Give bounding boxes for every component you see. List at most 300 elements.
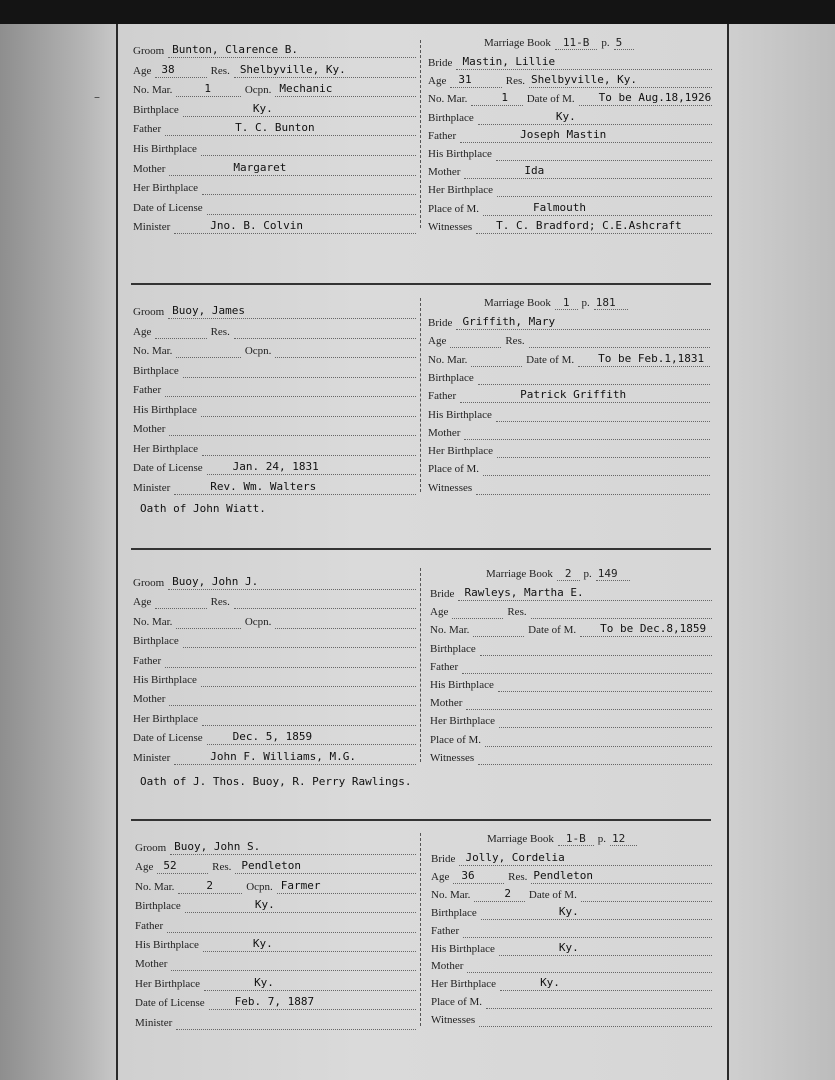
fill-line	[235, 861, 416, 874]
groom-field-row	[133, 749, 416, 765]
fill-line	[176, 345, 240, 358]
groom-name: Buoy, James	[172, 304, 246, 317]
fill-line	[201, 143, 416, 156]
bride-field-row	[431, 993, 712, 1009]
fill-line	[460, 390, 710, 403]
bride-field-row	[428, 460, 710, 476]
marriage-book-reference	[484, 296, 628, 310]
field-value: Pendleton	[533, 868, 593, 882]
groom-field-row	[133, 342, 416, 358]
field-label: Father	[133, 384, 162, 396]
fill-line	[497, 184, 712, 197]
fill-line	[531, 606, 712, 619]
fill-line	[481, 904, 712, 920]
fill-line	[456, 57, 712, 70]
bride-field-row	[431, 1011, 712, 1027]
fill-line	[169, 693, 416, 706]
fill-line	[483, 200, 712, 216]
fill-line	[165, 655, 416, 668]
page-value: 181	[594, 296, 628, 310]
field-label: Mother	[431, 960, 464, 973]
field-value: Farmer	[280, 878, 321, 892]
fill-line	[203, 939, 416, 952]
field-label: Witnesses	[430, 751, 475, 764]
field-label: No. Mar.	[431, 888, 471, 901]
film-top-border	[0, 0, 835, 24]
bride-field-row	[430, 585, 712, 601]
bride-field-row	[430, 749, 712, 765]
field-label: Groom	[135, 842, 167, 854]
fill-line	[581, 889, 712, 902]
fill-line	[207, 462, 416, 475]
fill-line	[183, 101, 416, 117]
marriage-book-label: Marriage Book	[486, 568, 553, 580]
fill-line	[277, 878, 416, 894]
field-label: Bride	[428, 57, 453, 69]
field-label: Mother	[133, 693, 166, 706]
field-label: Mother	[430, 697, 463, 710]
field-value: Ky.	[252, 101, 273, 115]
field-label: Her Birthplace	[428, 184, 494, 197]
bride-field-row	[431, 957, 712, 973]
fill-line	[171, 958, 416, 971]
fill-line	[497, 445, 710, 458]
field-label: His Birthplace	[133, 403, 197, 416]
field-label: Birthplace	[133, 103, 179, 116]
field-value: 36	[461, 868, 475, 882]
column-divider	[420, 40, 421, 228]
fill-line	[176, 616, 240, 629]
groom-field-row	[133, 218, 416, 234]
field-label: Res.	[508, 870, 528, 883]
left-page-rule	[116, 24, 118, 1080]
field-value: 38	[161, 62, 175, 76]
field-label: Minister	[133, 481, 171, 494]
fill-line	[467, 960, 712, 973]
groom-field-row	[135, 878, 416, 894]
field-label: Date of M.	[528, 888, 577, 901]
field-label: Date of License	[133, 732, 203, 745]
field-label: No. Mar.	[430, 624, 470, 637]
bride-field-row	[428, 387, 710, 403]
fill-line	[499, 715, 712, 728]
field-label: No. Mar.	[135, 880, 175, 893]
groom-field-row	[133, 179, 416, 195]
bride-field-row	[430, 731, 712, 747]
bride-field-row	[428, 163, 712, 179]
field-label: Birthplace	[133, 635, 179, 648]
field-label: Age	[428, 335, 447, 348]
oath-note: Oath of John Wiatt.	[140, 502, 266, 515]
field-label: Minister	[133, 221, 171, 234]
field-label: Age	[133, 596, 152, 609]
field-label: Date of M.	[526, 353, 575, 366]
bride-field-row	[428, 181, 712, 197]
field-value: Ky.	[540, 976, 560, 990]
bride-field-row	[428, 406, 710, 422]
field-label: His Birthplace	[135, 939, 199, 951]
field-label: Her Birthplace	[133, 442, 199, 455]
field-value: Patrick Griffith	[520, 388, 627, 402]
field-label: No. Mar.	[133, 615, 173, 628]
field-label: Age	[133, 64, 152, 77]
groom-field-row	[133, 42, 416, 58]
record-separator	[131, 548, 711, 550]
groom-field-row	[133, 690, 416, 706]
bride-field-row	[430, 694, 712, 710]
field-value: 31	[458, 73, 472, 87]
fill-line	[275, 84, 416, 97]
groom-field-row	[133, 160, 416, 176]
groom-field-row	[133, 593, 416, 609]
bride-name: Griffith, Mary	[462, 315, 556, 328]
field-label: Ocpn.	[246, 880, 273, 893]
field-label: Age	[428, 75, 447, 88]
groom-field-row	[133, 381, 416, 397]
field-label: Age	[133, 325, 152, 338]
fill-line	[170, 842, 416, 855]
field-label: Bride	[428, 317, 453, 329]
field-label: Date of License	[133, 201, 203, 214]
fill-line	[479, 1014, 712, 1027]
groom-field-row	[135, 839, 416, 855]
field-label: Father	[428, 129, 457, 142]
groom-field-row	[133, 401, 416, 417]
groom-name: Buoy, John J.	[172, 575, 259, 588]
bride-field-row	[428, 424, 710, 440]
field-label: Res.	[212, 861, 232, 874]
bride-field-row	[430, 621, 712, 637]
field-label: Mother	[133, 162, 166, 175]
fill-line	[578, 351, 710, 367]
bride-field-row	[428, 351, 710, 367]
field-value: Ky.	[252, 937, 273, 950]
fill-line	[174, 479, 416, 495]
field-value: Ida	[524, 164, 545, 178]
page-label: p.	[601, 37, 610, 49]
field-label: Date of License	[133, 462, 203, 474]
fill-line	[176, 84, 240, 97]
marriage-book-label: Marriage Book	[484, 37, 551, 49]
fill-line	[168, 306, 416, 319]
field-label: Ocpn.	[244, 345, 272, 357]
bride-field-row	[428, 314, 710, 330]
groom-field-row	[135, 897, 416, 913]
fill-line	[531, 868, 712, 884]
field-label: Minister	[135, 1016, 173, 1029]
field-value: 52	[163, 859, 177, 873]
fill-line	[496, 409, 710, 422]
fill-line	[169, 160, 416, 176]
bride-field-row	[428, 145, 712, 161]
field-label: Date of License	[135, 997, 205, 1010]
field-value: 2	[206, 878, 214, 892]
field-label: Groom	[133, 45, 165, 57]
fill-line	[234, 62, 416, 78]
field-label: Mother	[133, 423, 166, 435]
field-value: Feb. 7, 1887	[234, 995, 315, 1009]
left-margin	[0, 24, 118, 1080]
field-label: Father	[133, 123, 162, 136]
groom-field-row	[133, 62, 416, 78]
bride-field-row	[431, 940, 712, 956]
fill-line	[174, 749, 416, 765]
field-label: Mother	[428, 166, 461, 179]
fill-line	[529, 335, 710, 348]
field-label: Groom	[133, 306, 165, 318]
field-label: No. Mar.	[133, 84, 173, 97]
fill-line	[464, 427, 710, 440]
groom-field-row	[133, 101, 416, 117]
fill-line	[207, 732, 416, 745]
field-label: Father	[431, 924, 460, 937]
groom-field-row	[133, 140, 416, 156]
field-value: To be Aug.18,1926	[598, 91, 712, 105]
field-value: Pendleton	[241, 859, 301, 873]
fill-line	[458, 588, 712, 601]
field-value: T. C. Bradford; C.E.Ashcraft	[496, 218, 682, 232]
groom-field-row	[133, 613, 416, 629]
field-label: Mother	[135, 958, 168, 971]
fill-line	[202, 443, 416, 456]
field-value: Ky.	[254, 975, 274, 989]
field-value: 1	[501, 91, 509, 105]
fill-line	[579, 93, 712, 106]
fill-line	[580, 624, 712, 637]
field-label: Her Birthplace	[431, 978, 497, 991]
field-label: Place of M.	[431, 996, 483, 1009]
field-value: Ky.	[558, 940, 579, 954]
groom-field-row	[133, 440, 416, 456]
groom-name: Buoy, John S.	[174, 840, 261, 853]
fill-line	[500, 978, 712, 991]
fill-line	[201, 404, 416, 417]
field-label: Her Birthplace	[430, 715, 496, 728]
field-label: Witnesses	[428, 481, 473, 494]
groom-field-row	[135, 955, 416, 971]
marriage-book-value: 1	[555, 296, 578, 310]
field-value: T. C. Bunton	[235, 121, 315, 135]
fill-line	[499, 940, 712, 956]
fill-line	[201, 674, 416, 687]
field-value: John F. Williams, M.G.	[210, 749, 356, 763]
groom-field-row	[133, 710, 416, 726]
fill-line	[476, 218, 712, 234]
groom-field-row	[133, 459, 416, 475]
bride-name: Rawleys, Martha E.	[464, 586, 584, 599]
fill-line	[529, 75, 712, 88]
field-label: Ocpn.	[244, 615, 272, 628]
fill-line	[168, 45, 416, 58]
fill-line	[496, 148, 712, 161]
fill-line	[456, 317, 710, 330]
field-label: Bride	[431, 853, 456, 865]
field-value: To be Dec.8,1859	[600, 622, 707, 636]
fill-line	[157, 861, 208, 874]
field-label: Her Birthplace	[133, 712, 199, 725]
field-label: Place of M.	[428, 202, 480, 215]
fill-line	[155, 326, 206, 339]
fill-line	[464, 166, 712, 179]
fill-line	[471, 93, 522, 106]
bride-field-row	[430, 603, 712, 619]
marriage-book-reference	[484, 36, 634, 50]
bride-field-row	[431, 850, 712, 866]
fill-line	[169, 423, 416, 436]
groom-field-row	[133, 362, 416, 378]
margin-mark: –	[94, 90, 100, 104]
fill-line	[209, 997, 416, 1010]
bride-field-row	[428, 109, 712, 125]
record-separator	[131, 283, 711, 285]
field-value: 1	[204, 82, 212, 96]
right-margin	[729, 24, 835, 1080]
field-value: Shelbyville, Ky.	[239, 62, 346, 76]
field-label: Father	[428, 390, 457, 403]
groom-name: Bunton, Clarence B.	[172, 43, 299, 56]
record-separator	[131, 819, 711, 821]
field-label: No. Mar.	[428, 353, 468, 366]
bride-field-row	[430, 676, 712, 692]
groom-field-row	[135, 1014, 416, 1030]
field-label: His Birthplace	[431, 942, 495, 955]
bride-field-row	[428, 479, 710, 495]
marriage-book-label: Marriage Book	[484, 297, 551, 309]
page-label: p.	[583, 568, 592, 580]
groom-field-row	[133, 303, 416, 319]
bride-field-row	[431, 904, 712, 920]
field-label: Res.	[505, 335, 525, 348]
field-label: No. Mar.	[428, 93, 468, 106]
bride-field-row	[430, 640, 712, 656]
field-label: His Birthplace	[428, 148, 492, 160]
field-label: Father	[430, 660, 459, 673]
groom-field-row	[133, 199, 416, 215]
fill-line	[478, 372, 710, 385]
fill-line	[174, 221, 416, 234]
field-value: Joseph Mastin	[520, 127, 607, 141]
fill-line	[176, 1017, 416, 1030]
fill-line	[452, 606, 503, 619]
groom-field-row	[135, 975, 416, 991]
field-label: Minister	[133, 751, 171, 764]
bride-field-row	[428, 442, 710, 458]
field-label: Birthplace	[431, 906, 477, 919]
bride-field-row	[430, 712, 712, 728]
field-label: Res.	[505, 75, 526, 88]
fill-line	[275, 345, 416, 358]
field-value: Rev. Wm. Walters	[210, 479, 317, 493]
page-value: 149	[596, 567, 630, 581]
field-label: Date of M.	[526, 93, 575, 106]
field-label: Place of M.	[428, 463, 480, 476]
fill-line	[460, 127, 712, 143]
fill-line	[155, 596, 206, 609]
column-divider	[420, 568, 421, 762]
bride-field-row	[428, 332, 710, 348]
marriage-book-reference	[486, 567, 630, 581]
field-value: Ky.	[555, 109, 576, 123]
field-label: No. Mar.	[133, 345, 173, 357]
groom-field-row	[133, 81, 416, 97]
groom-field-row	[133, 479, 416, 495]
field-label: Groom	[133, 577, 165, 589]
fill-line	[476, 482, 710, 495]
page-label: p.	[581, 297, 590, 309]
fill-line	[462, 661, 712, 674]
groom-field-row	[135, 917, 416, 933]
fill-line	[207, 202, 416, 215]
fill-line	[498, 679, 712, 692]
bride-name: Jolly, Cordelia	[465, 851, 565, 864]
field-label: His Birthplace	[430, 679, 494, 691]
bride-name: Mastin, Lillie	[462, 55, 556, 68]
field-value: Jan. 24, 1831	[232, 460, 319, 473]
field-label: Birthplace	[135, 900, 181, 913]
page-label: p.	[597, 833, 607, 845]
bride-field-row	[431, 886, 712, 902]
marriage-book-reference	[487, 832, 637, 846]
bride-field-row	[428, 90, 712, 106]
groom-field-row	[135, 858, 416, 874]
fill-line	[183, 365, 416, 378]
fill-line	[453, 868, 504, 884]
groom-field-row	[133, 632, 416, 648]
fill-line	[471, 354, 522, 367]
groom-field-row	[133, 420, 416, 436]
fill-line	[459, 853, 712, 866]
oath-note: Oath of J. Thos. Buoy, R. Perry Rawlings.	[140, 775, 412, 788]
groom-field-row	[133, 323, 416, 339]
fill-line	[167, 920, 416, 933]
fill-line	[165, 123, 416, 136]
groom-field-row	[135, 994, 416, 1010]
fill-line	[155, 62, 206, 78]
field-label: Res.	[210, 325, 230, 338]
groom-field-row	[133, 120, 416, 136]
fill-line	[204, 975, 416, 991]
field-label: His Birthplace	[133, 143, 197, 155]
field-value: Falmouth	[533, 200, 586, 214]
field-label: Bride	[430, 588, 455, 600]
bride-field-row	[431, 975, 712, 991]
field-value: Mechanic	[279, 82, 333, 96]
groom-field-row	[133, 729, 416, 745]
fill-line	[473, 624, 524, 637]
fill-line	[275, 616, 416, 629]
field-value: To be Feb.1,1831	[598, 351, 705, 365]
field-label: Place of M.	[430, 733, 482, 746]
fill-line	[480, 643, 712, 656]
marriage-book-label: Marriage Book	[487, 833, 554, 845]
marriage-book-value: 2	[557, 567, 580, 581]
field-label: Res.	[210, 64, 230, 77]
field-label: His Birthplace	[428, 408, 492, 421]
fill-line	[165, 384, 416, 397]
field-value: Ky.	[254, 898, 275, 912]
fill-line	[234, 596, 416, 609]
fill-line	[478, 752, 712, 765]
field-label: Her Birthplace	[135, 977, 201, 990]
field-label: Res.	[507, 606, 527, 619]
field-label: Res.	[210, 596, 230, 609]
bride-field-row	[430, 658, 712, 674]
marriage-book-value: 1-B	[558, 832, 594, 846]
groom-field-row	[133, 652, 416, 668]
fill-line	[202, 713, 416, 726]
fill-line	[450, 75, 501, 88]
fill-line	[483, 463, 710, 476]
